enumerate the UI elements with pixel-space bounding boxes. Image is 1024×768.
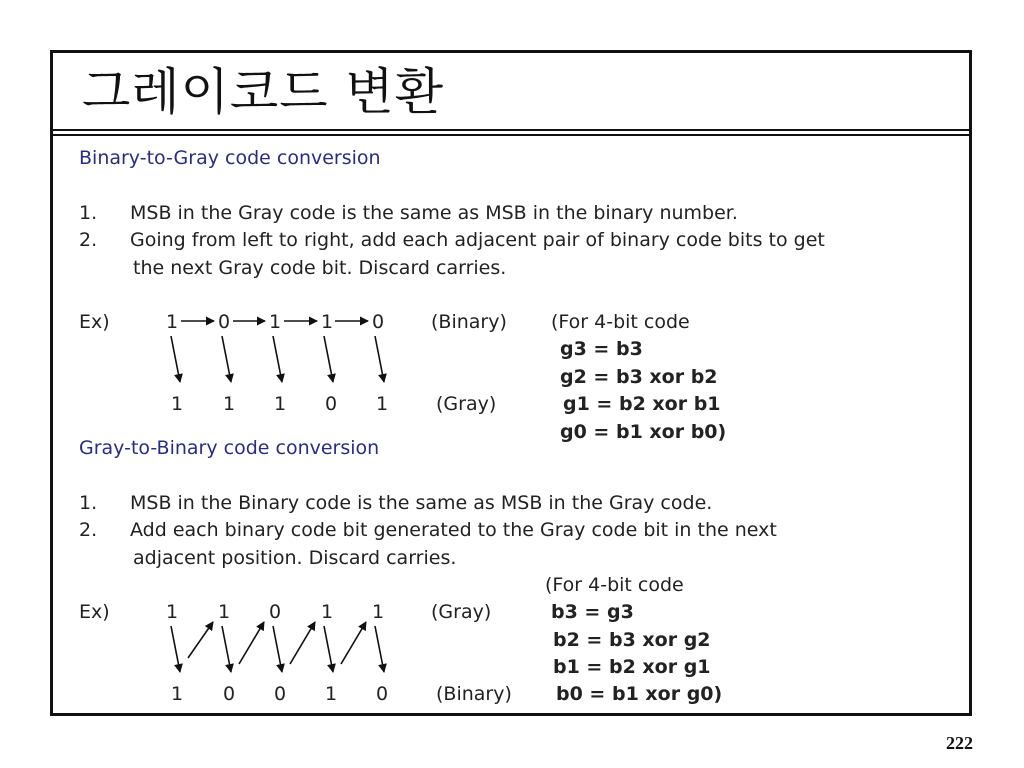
g2b-formula: b3 = g3 <box>551 601 634 623</box>
b2g-output-bit: 1 <box>171 393 184 415</box>
b2g-down-arrow <box>273 336 282 382</box>
b2g-formula: g2 = b3 xor b2 <box>560 366 718 388</box>
b2g-heading: Binary-to-Gray code conversion <box>79 147 381 169</box>
b2g-input-bit: 1 <box>269 311 282 333</box>
g2b-input-bit: 1 <box>166 601 179 623</box>
b2g-output-bit: 1 <box>223 393 236 415</box>
b2g-formula: g3 = b3 <box>560 338 643 360</box>
g2b-step2-text: Add each binary code bit generated to the Gray code bit in the next <box>130 519 777 541</box>
b2g-step2-text: Going from left to right, add each adjacent pair of binary code bits to get <box>130 229 825 251</box>
g2b-input-bit: 1 <box>372 601 385 623</box>
g2b-step1-text: MSB in the Binary code is the same as MSB in the Gray code. <box>130 492 713 514</box>
g2b-diagonal-arrow <box>239 622 264 664</box>
b2g-example-label: Ex) <box>79 311 110 333</box>
g2b-diagonal-arrow <box>341 622 366 664</box>
g2b-output-bit: 1 <box>325 683 338 705</box>
g2b-formula: b1 = b2 xor g1 <box>553 656 711 678</box>
b2g-formula: g0 = b1 xor b0) <box>560 421 727 443</box>
b2g-down-arrow <box>324 336 333 382</box>
b2g-input-bit: 1 <box>166 311 179 333</box>
b2g-input-bit: 1 <box>321 311 334 333</box>
b2g-step2-number: 2. <box>79 229 98 251</box>
g2b-input-bit: 0 <box>269 601 282 623</box>
g2b-diagonal-arrow <box>188 622 213 658</box>
g2b-output-label: (Binary) <box>436 683 512 705</box>
g2b-down-arrow <box>222 626 231 672</box>
g2b-heading: Gray-to-Binary code conversion <box>79 437 380 459</box>
b2g-output-bit: 1 <box>274 393 287 415</box>
g2b-down-arrow <box>171 626 180 672</box>
b2g-input-bit: 0 <box>218 311 231 333</box>
b2g-down-arrow <box>375 336 384 382</box>
g2b-down-arrow <box>273 626 282 672</box>
g2b-formula: b2 = b3 xor g2 <box>553 629 711 651</box>
g2b-step2-continuation: adjacent position. Discard carries. <box>133 547 457 569</box>
g2b-down-arrow <box>324 626 333 672</box>
g2b-diagonal-arrow <box>290 622 315 664</box>
g2b-output-bit: 0 <box>223 683 236 705</box>
page-number: 222 <box>946 733 973 753</box>
g2b-input-bit: 1 <box>321 601 334 623</box>
g2b-step1-number: 1. <box>79 492 98 514</box>
g2b-input-label: (Gray) <box>431 601 492 623</box>
b2g-down-arrow <box>222 336 231 382</box>
g2b-example-label: Ex) <box>79 601 110 623</box>
b2g-step1-number: 1. <box>79 202 98 224</box>
b2g-step2-continuation: the next Gray code bit. Discard carries. <box>133 257 507 279</box>
g2b-input-bit: 1 <box>218 601 231 623</box>
b2g-formula: g1 = b2 xor b1 <box>563 393 721 415</box>
g2b-down-arrow <box>375 626 384 672</box>
b2g-input-bit: 0 <box>372 311 385 333</box>
g2b-output-bit: 1 <box>171 683 184 705</box>
g2b-output-bit: 0 <box>274 683 287 705</box>
g2b-step2-number: 2. <box>79 519 98 541</box>
slide-title: 그레이코드 변환 <box>82 63 444 121</box>
b2g-output-bit: 1 <box>376 393 389 415</box>
g2b-output-bit: 0 <box>376 683 389 705</box>
g2b-formula: b0 = b1 xor g0) <box>556 683 723 705</box>
b2g-output-label: (Gray) <box>436 393 497 415</box>
b2g-output-bit: 0 <box>325 393 338 415</box>
b2g-down-arrow <box>171 336 180 382</box>
b2g-step1-text: MSB in the Gray code is the same as MSB in the binary number. <box>130 202 738 224</box>
g2b-formula-title: (For 4-bit code <box>545 574 684 596</box>
b2g-formula-title: (For 4-bit code <box>551 311 690 333</box>
b2g-input-label: (Binary) <box>431 311 507 333</box>
